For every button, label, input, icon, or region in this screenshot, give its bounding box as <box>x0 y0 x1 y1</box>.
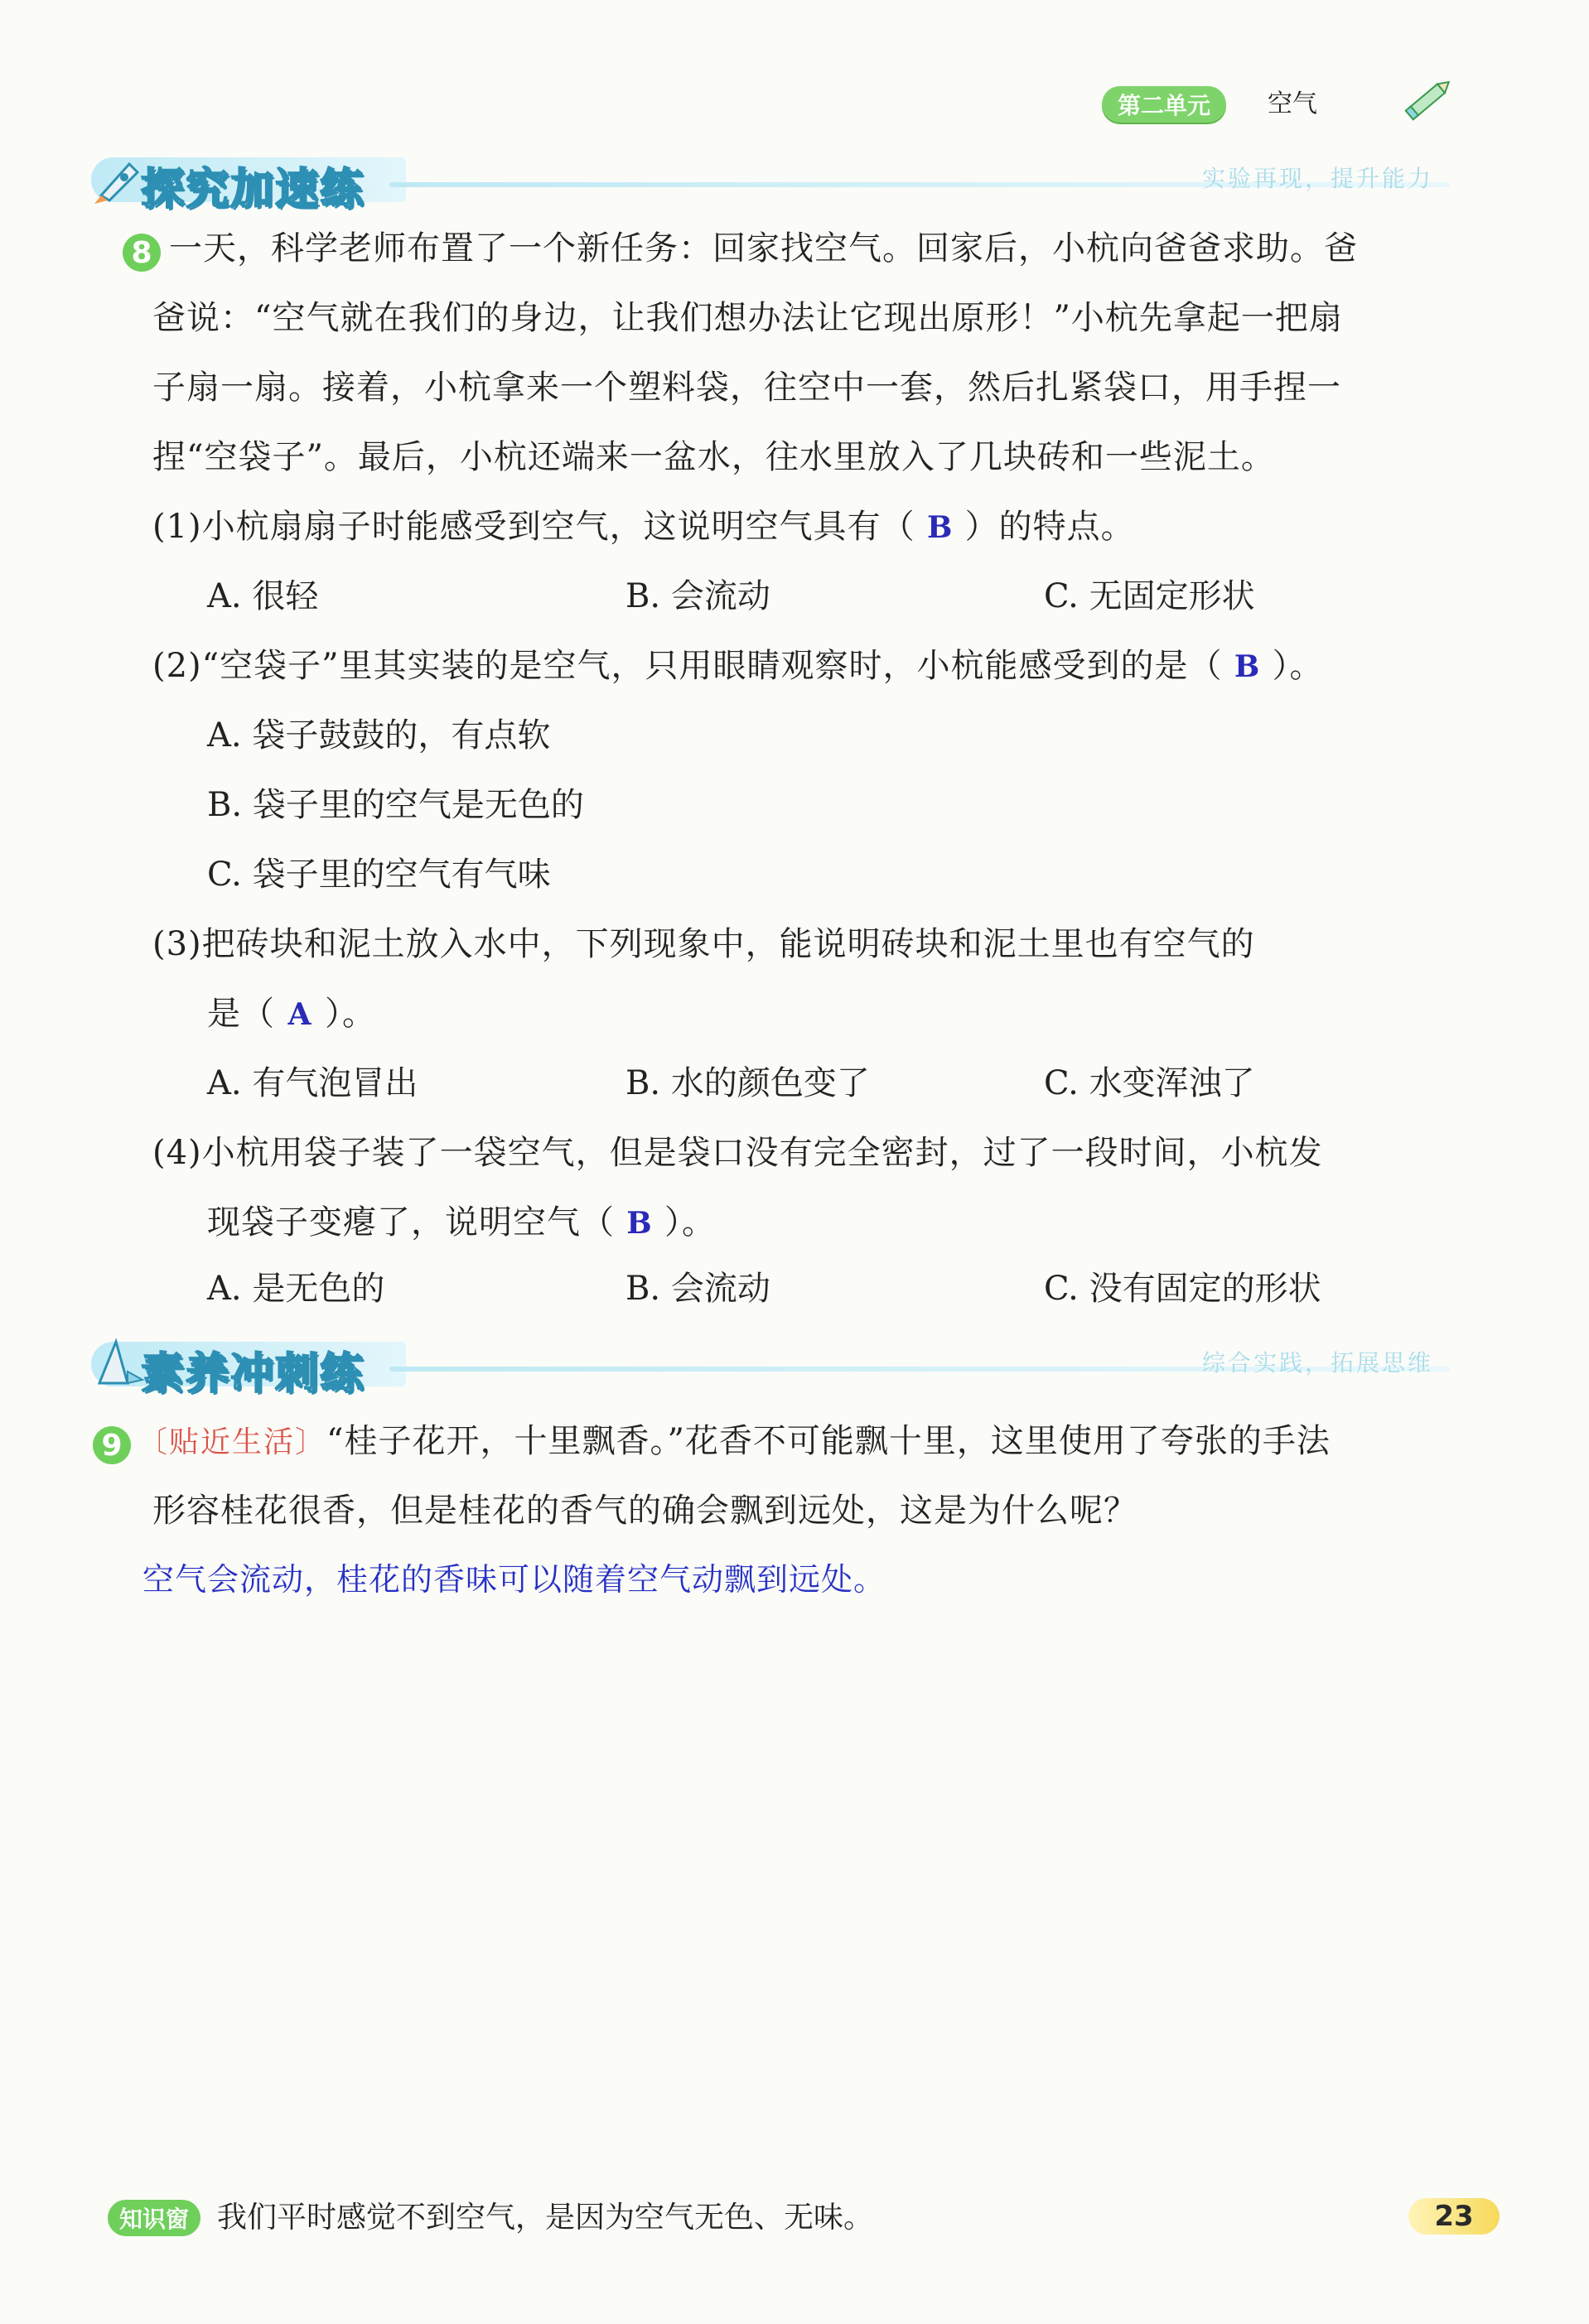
question-text: 一天，科学老师布置了一个新任务：回家找空气。回家后，小杭向爸爸求助。爸 <box>169 229 1358 268</box>
sub-question-1: (1)小杭扇扇子时能感受到空气，这说明空气具有（ B ）的特点。 <box>152 505 1135 549</box>
option-a: A. 有气泡冒出 <box>207 1064 418 1102</box>
knowledge-window-label: 知识窗 <box>108 2200 200 2236</box>
option-b: B. 会流动 <box>625 1270 770 1308</box>
question-text: 〔贴近生活〕“桂子花开，十里飘香。”花香不可能飘十里，这里使用了夸张的手法 <box>138 1422 1331 1460</box>
option-c: C. 无固定形状 <box>1044 577 1255 615</box>
question-text: 子扇一扇。接着，小杭拿来一个塑料袋，往空中一套，然后扎紧袋口，用手捏一 <box>152 369 1341 407</box>
answer-mark: A <box>287 997 312 1032</box>
option-c: C. 袋子里的空气有气味 <box>207 856 551 894</box>
question-number: 8 <box>123 234 161 272</box>
section-heading-literacy <box>91 1333 1450 1400</box>
unit-label: 第二单元 <box>1102 86 1226 123</box>
section-title: 探究加速练 <box>141 165 365 215</box>
section-subtitle: 综合实践，拓展思维 <box>1201 1349 1433 1377</box>
answer-mark: B <box>626 1206 653 1241</box>
option-b: B. 水的颜色变了 <box>625 1064 870 1102</box>
section-subtitle: 实验再现，提升能力 <box>1201 165 1433 192</box>
option-a: A. 是无色的 <box>207 1270 385 1308</box>
option-c: C. 水变浑浊了 <box>1044 1064 1255 1102</box>
question-number: 9 <box>93 1426 131 1464</box>
section-title: 素养冲刺练 <box>141 1349 365 1399</box>
sub-question-4: (4)小杭用袋子装了一袋空气，但是袋口没有完全密封，过了一段时间，小杭发 <box>152 1134 1323 1172</box>
option-a: A. 袋子鼓鼓的，有点软 <box>207 716 551 755</box>
section-heading-explore <box>91 149 1450 215</box>
context-tag: 〔贴近生活〕 <box>138 1425 327 1459</box>
answer-mark: B <box>1234 649 1261 684</box>
sub-question-3-cont: 是（ A ）。 <box>207 992 376 1036</box>
pencil-icon <box>1400 70 1458 128</box>
unit-topic: 空气 <box>1268 89 1317 118</box>
sub-question-4-cont: 现袋子变瘪了，说明空气（ B ）。 <box>207 1201 716 1245</box>
knowledge-window-text: 我们平时感觉不到空气，是因为空气无色、无味。 <box>217 2201 874 2235</box>
page-number: 23 <box>1408 2198 1500 2235</box>
answer-mark: B <box>926 510 954 545</box>
sub-question-3: (3)把砖块和泥土放入水中，下列现象中，能说明砖块和泥土里也有空气的 <box>152 925 1255 963</box>
written-answer: 空气会流动，桂花的香味可以随着空气动飘到远处。 <box>142 1561 886 1598</box>
option-c: C. 没有固定的形状 <box>1044 1270 1321 1308</box>
question-text: 捏“空袋子”。最后，小杭还端来一盆水，往水里放入了几块砖和一些泥土。 <box>152 438 1275 476</box>
question-text: 形容桂花很香，但是桂花的香气的确会飘到远处，这是为什么呢？ <box>152 1492 1137 1530</box>
option-b: B. 会流动 <box>625 577 770 615</box>
option-b: B. 袋子里的空气是无色的 <box>207 786 584 824</box>
question-text: 爸说：“空气就在我们的身边，让我们想办法让它现出原形！”小杭先拿起一把扇 <box>152 299 1343 337</box>
option-a: A. 很轻 <box>207 577 319 615</box>
sub-question-2: (2)“空袋子”里其实装的是空气，只用眼睛观察时，小杭能感受到的是（ B ）。 <box>152 644 1324 688</box>
